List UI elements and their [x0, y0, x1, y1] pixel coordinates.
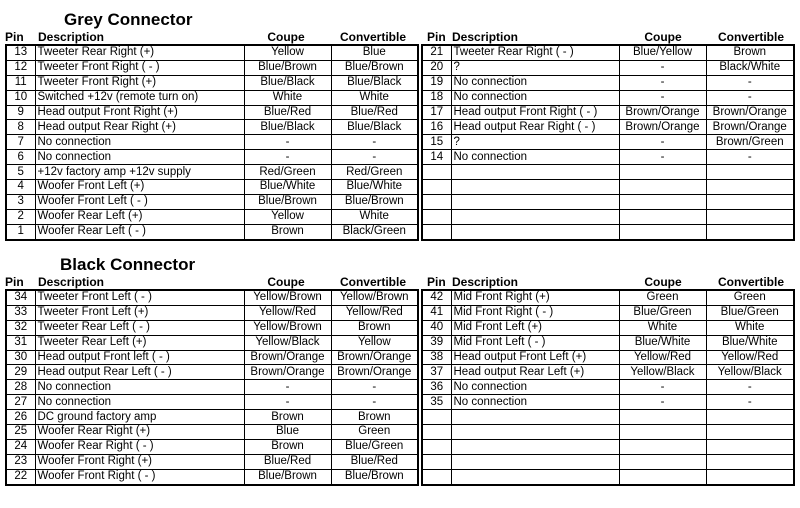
convertible-color-cell: Black/Green — [331, 224, 418, 239]
pin-cell: 19 — [422, 75, 451, 90]
black-connector-title: Black Connector — [60, 255, 196, 274]
header-pin: Pin — [427, 275, 446, 289]
pin-cell: 27 — [6, 395, 35, 410]
coupe-color-cell: Yellow — [244, 209, 331, 224]
coupe-color-cell: Brown — [244, 410, 331, 425]
table-row — [422, 439, 794, 454]
description-cell: No connection — [35, 395, 244, 410]
table-row — [422, 380, 794, 395]
header-pin: Pin — [5, 275, 24, 289]
convertible-color-cell: Yellow/Black — [706, 365, 794, 380]
coupe-color-cell — [619, 224, 706, 239]
convertible-color-cell: - — [331, 395, 418, 410]
convertible-color-cell: Blue/Brown — [331, 194, 418, 209]
description-cell: Head output Rear Left ( - ) — [35, 365, 244, 380]
pin-cell: 30 — [6, 350, 35, 365]
convertible-color-cell — [706, 425, 794, 440]
table-row — [6, 60, 418, 75]
table-row — [6, 410, 418, 425]
convertible-color-cell — [706, 439, 794, 454]
pin-cell: 28 — [6, 380, 35, 395]
pin-cell: 2 — [6, 209, 35, 224]
table-row — [422, 224, 794, 239]
coupe-color-cell: Yellow/Brown — [244, 290, 331, 305]
pin-cell: 36 — [422, 380, 451, 395]
coupe-color-cell: - — [619, 395, 706, 410]
convertible-color-cell: - — [331, 380, 418, 395]
table-row — [422, 469, 794, 484]
table-row — [422, 180, 794, 195]
coupe-color-cell: - — [619, 90, 706, 105]
convertible-color-cell — [706, 224, 794, 239]
description-cell: Mid Front Left (+) — [451, 320, 619, 335]
pin-cell: 18 — [422, 90, 451, 105]
pin-cell: 11 — [6, 75, 35, 90]
pin-cell: 26 — [6, 410, 35, 425]
table-row — [422, 194, 794, 209]
convertible-color-cell: Yellow/Brown — [331, 290, 418, 305]
description-cell: ? — [451, 135, 619, 150]
coupe-color-cell — [619, 180, 706, 195]
description-cell — [451, 410, 619, 425]
convertible-color-cell — [706, 454, 794, 469]
table-row — [422, 305, 794, 320]
description-cell: No connection — [451, 380, 619, 395]
table-row — [422, 454, 794, 469]
description-cell: ? — [451, 60, 619, 75]
pin-cell: 21 — [422, 45, 451, 60]
coupe-color-cell: Brown — [244, 224, 331, 239]
header-coupe: Coupe — [644, 275, 682, 289]
coupe-color-cell: Yellow/Red — [619, 350, 706, 365]
coupe-color-cell: Brown/Orange — [244, 350, 331, 365]
convertible-color-cell: Blue/Black — [331, 120, 418, 135]
description-cell: Switched +12v (remote turn on) — [35, 90, 244, 105]
table-row — [6, 135, 418, 150]
convertible-color-cell — [706, 165, 794, 180]
pin-cell — [422, 165, 451, 180]
convertible-color-cell: Blue/Brown — [331, 60, 418, 75]
table-row — [6, 365, 418, 380]
convertible-color-cell: Blue/White — [706, 335, 794, 350]
header-convertible: Convertible — [339, 30, 406, 44]
header-pin: Pin — [5, 30, 24, 44]
black-left-header — [5, 275, 417, 289]
pin-cell: 23 — [6, 454, 35, 469]
convertible-color-cell: Green — [331, 425, 418, 440]
convertible-color-cell: Brown — [706, 45, 794, 60]
table-row — [6, 469, 418, 484]
convertible-color-cell — [706, 209, 794, 224]
coupe-color-cell — [619, 194, 706, 209]
table-row — [422, 395, 794, 410]
convertible-color-cell: Blue/Green — [331, 439, 418, 454]
pin-cell — [422, 194, 451, 209]
description-cell: Tweeter Rear Right (+) — [35, 45, 244, 60]
description-cell: Tweeter Front Left (+) — [35, 305, 244, 320]
table-row — [6, 209, 418, 224]
table-row — [6, 120, 418, 135]
pin-cell — [422, 209, 451, 224]
convertible-color-cell: - — [331, 135, 418, 150]
pin-cell: 12 — [6, 60, 35, 75]
pin-cell: 5 — [6, 165, 35, 180]
pin-cell: 42 — [422, 290, 451, 305]
pin-cell — [422, 454, 451, 469]
coupe-color-cell: - — [619, 75, 706, 90]
pin-cell: 25 — [6, 425, 35, 440]
convertible-color-cell — [706, 194, 794, 209]
pin-cell: 29 — [6, 365, 35, 380]
coupe-color-cell: - — [619, 60, 706, 75]
description-cell: Tweeter Front Right (+) — [35, 75, 244, 90]
convertible-color-cell: Blue/Red — [331, 454, 418, 469]
description-cell: No connection — [451, 395, 619, 410]
table-row — [6, 290, 418, 305]
table-row — [422, 290, 794, 305]
pin-cell — [422, 469, 451, 484]
table-row — [6, 224, 418, 239]
description-cell: Head output Rear Left (+) — [451, 365, 619, 380]
pin-cell: 39 — [422, 335, 451, 350]
pin-cell — [422, 425, 451, 440]
header-convertible: Convertible — [717, 30, 784, 44]
table-row — [422, 320, 794, 335]
coupe-color-cell: - — [244, 395, 331, 410]
coupe-color-cell: - — [244, 380, 331, 395]
convertible-color-cell: Green — [706, 290, 794, 305]
description-cell: Woofer Front Right ( - ) — [35, 469, 244, 484]
description-cell: Tweeter Rear Left (+) — [35, 335, 244, 350]
pin-cell: 4 — [6, 180, 35, 195]
pin-cell: 22 — [6, 469, 35, 484]
coupe-color-cell — [619, 439, 706, 454]
description-cell — [451, 425, 619, 440]
convertible-color-cell: Brown/Orange — [706, 120, 794, 135]
table-row — [422, 365, 794, 380]
coupe-color-cell: - — [619, 150, 706, 165]
table-row — [422, 165, 794, 180]
table-row — [6, 45, 418, 60]
description-cell — [451, 180, 619, 195]
table-row — [422, 60, 794, 75]
pin-cell: 14 — [422, 150, 451, 165]
coupe-color-cell: Blue/White — [619, 335, 706, 350]
header-description: Description — [38, 30, 105, 44]
header-description: Description — [452, 30, 519, 44]
table-row — [6, 180, 418, 195]
pin-cell: 17 — [422, 105, 451, 120]
coupe-color-cell: Blue/Yellow — [619, 45, 706, 60]
pin-cell: 13 — [6, 45, 35, 60]
convertible-color-cell: White — [706, 320, 794, 335]
coupe-color-cell: Brown/Orange — [619, 105, 706, 120]
description-cell: Head output Rear Right (+) — [35, 120, 244, 135]
description-cell — [451, 209, 619, 224]
table-row — [6, 90, 418, 105]
coupe-color-cell: Blue/Green — [619, 305, 706, 320]
description-cell: Woofer Front Left ( - ) — [35, 194, 244, 209]
convertible-color-cell: Blue/White — [331, 180, 418, 195]
coupe-color-cell: White — [244, 90, 331, 105]
table-row — [6, 194, 418, 209]
coupe-color-cell: - — [244, 135, 331, 150]
coupe-color-cell — [619, 454, 706, 469]
pin-cell — [422, 224, 451, 239]
description-cell: Woofer Rear Right (+) — [35, 425, 244, 440]
coupe-color-cell: Blue/White — [244, 180, 331, 195]
table-row — [6, 335, 418, 350]
table-row — [6, 425, 418, 440]
coupe-color-cell: Brown/Orange — [619, 120, 706, 135]
convertible-color-cell: White — [331, 90, 418, 105]
black-right-table — [421, 289, 795, 486]
table-row — [422, 105, 794, 120]
description-cell: No connection — [451, 75, 619, 90]
header-coupe: Coupe — [644, 30, 682, 44]
pin-cell: 40 — [422, 320, 451, 335]
description-cell: Woofer Rear Left (+) — [35, 209, 244, 224]
pin-cell: 3 — [6, 194, 35, 209]
table-row — [6, 350, 418, 365]
description-cell: Head output Rear Right ( - ) — [451, 120, 619, 135]
description-cell: Tweeter Front Right ( - ) — [35, 60, 244, 75]
coupe-color-cell: Yellow/Black — [619, 365, 706, 380]
description-cell: Tweeter Rear Left ( - ) — [35, 320, 244, 335]
description-cell: No connection — [451, 90, 619, 105]
table-row — [422, 410, 794, 425]
coupe-color-cell — [619, 410, 706, 425]
header-description: Description — [452, 275, 519, 289]
convertible-color-cell: Brown/Orange — [706, 105, 794, 120]
coupe-color-cell: Yellow — [244, 45, 331, 60]
convertible-color-cell — [706, 180, 794, 195]
description-cell: Mid Front Right ( - ) — [451, 305, 619, 320]
pin-cell: 24 — [6, 439, 35, 454]
convertible-color-cell: - — [331, 150, 418, 165]
table-row — [422, 150, 794, 165]
convertible-color-cell: Yellow — [331, 335, 418, 350]
pin-cell: 8 — [6, 120, 35, 135]
coupe-color-cell: Brown/Orange — [244, 365, 331, 380]
description-cell: Woofer Front Left (+) — [35, 180, 244, 195]
convertible-color-cell: Red/Green — [331, 165, 418, 180]
description-cell: Head output Front Right ( - ) — [451, 105, 619, 120]
coupe-color-cell: Blue/Brown — [244, 194, 331, 209]
table-row — [6, 75, 418, 90]
description-cell: +12v factory amp +12v supply — [35, 165, 244, 180]
coupe-color-cell: - — [619, 380, 706, 395]
convertible-color-cell: - — [706, 380, 794, 395]
coupe-color-cell: Yellow/Brown — [244, 320, 331, 335]
table-row — [422, 120, 794, 135]
convertible-color-cell: - — [706, 75, 794, 90]
convertible-color-cell: White — [331, 209, 418, 224]
coupe-color-cell: Red/Green — [244, 165, 331, 180]
description-cell: Head output Front Left (+) — [451, 350, 619, 365]
coupe-color-cell: Blue/Black — [244, 75, 331, 90]
coupe-color-cell — [619, 425, 706, 440]
description-cell: Woofer Front Right (+) — [35, 454, 244, 469]
header-coupe: Coupe — [267, 30, 305, 44]
convertible-color-cell: Brown/Orange — [331, 350, 418, 365]
description-cell: Head output Front left ( - ) — [35, 350, 244, 365]
header-convertible: Convertible — [339, 275, 406, 289]
coupe-color-cell — [619, 469, 706, 484]
header-pin: Pin — [427, 30, 446, 44]
convertible-color-cell: Blue/Red — [331, 105, 418, 120]
pin-cell: 20 — [422, 60, 451, 75]
description-cell: Mid Front Left ( - ) — [451, 335, 619, 350]
grey-connector-title: Grey Connector — [64, 10, 193, 29]
convertible-color-cell: Yellow/Red — [706, 350, 794, 365]
grey-right-table — [421, 44, 795, 241]
convertible-color-cell: Brown/Green — [706, 135, 794, 150]
description-cell: DC ground factory amp — [35, 410, 244, 425]
description-cell — [451, 454, 619, 469]
pin-cell: 1 — [6, 224, 35, 239]
coupe-color-cell: Blue — [244, 425, 331, 440]
table-row — [6, 395, 418, 410]
table-row — [422, 335, 794, 350]
pin-cell: 35 — [422, 395, 451, 410]
description-cell: No connection — [35, 380, 244, 395]
description-cell: Tweeter Front Left ( - ) — [35, 290, 244, 305]
coupe-color-cell: Blue/Brown — [244, 60, 331, 75]
coupe-color-cell — [619, 209, 706, 224]
convertible-color-cell — [706, 469, 794, 484]
coupe-color-cell: Yellow/Black — [244, 335, 331, 350]
pin-cell: 37 — [422, 365, 451, 380]
coupe-color-cell: - — [244, 150, 331, 165]
convertible-color-cell: Blue/Brown — [331, 469, 418, 484]
description-cell: No connection — [451, 150, 619, 165]
convertible-color-cell: Brown/Orange — [331, 365, 418, 380]
table-row — [422, 75, 794, 90]
black-left-table — [5, 289, 419, 486]
description-cell — [451, 439, 619, 454]
convertible-color-cell: Blue/Green — [706, 305, 794, 320]
header-coupe: Coupe — [267, 275, 305, 289]
grey-right-header — [427, 30, 795, 44]
coupe-color-cell: Green — [619, 290, 706, 305]
table-row — [6, 320, 418, 335]
coupe-color-cell: Yellow/Red — [244, 305, 331, 320]
description-cell: Woofer Rear Left ( - ) — [35, 224, 244, 239]
pin-cell — [422, 180, 451, 195]
coupe-color-cell: Blue/Brown — [244, 469, 331, 484]
pin-cell: 32 — [6, 320, 35, 335]
description-cell: No connection — [35, 150, 244, 165]
table-row — [6, 150, 418, 165]
table-row — [6, 439, 418, 454]
pin-cell: 34 — [6, 290, 35, 305]
coupe-color-cell: Blue/Black — [244, 120, 331, 135]
convertible-color-cell: - — [706, 90, 794, 105]
description-cell: Woofer Rear Right ( - ) — [35, 439, 244, 454]
coupe-color-cell: Brown — [244, 439, 331, 454]
coupe-color-cell: - — [619, 135, 706, 150]
pin-cell: 10 — [6, 90, 35, 105]
pin-cell — [422, 410, 451, 425]
convertible-color-cell — [706, 410, 794, 425]
coupe-color-cell: White — [619, 320, 706, 335]
table-row — [6, 105, 418, 120]
description-cell: Mid Front Right (+) — [451, 290, 619, 305]
description-cell — [451, 469, 619, 484]
convertible-color-cell: - — [706, 395, 794, 410]
table-row — [422, 45, 794, 60]
description-cell: Tweeter Rear Right ( - ) — [451, 45, 619, 60]
pin-cell: 15 — [422, 135, 451, 150]
table-row — [6, 305, 418, 320]
convertible-color-cell: Brown — [331, 320, 418, 335]
table-row — [422, 135, 794, 150]
header-convertible: Convertible — [717, 275, 784, 289]
convertible-color-cell: Brown — [331, 410, 418, 425]
table-row — [422, 90, 794, 105]
pin-cell: 33 — [6, 305, 35, 320]
pin-cell: 41 — [422, 305, 451, 320]
convertible-color-cell: Blue — [331, 45, 418, 60]
pin-cell: 31 — [6, 335, 35, 350]
description-cell — [451, 224, 619, 239]
description-cell — [451, 194, 619, 209]
description-cell: No connection — [35, 135, 244, 150]
convertible-color-cell: Black/White — [706, 60, 794, 75]
pin-cell — [422, 439, 451, 454]
convertible-color-cell: - — [706, 150, 794, 165]
description-cell: Head output Front Right (+) — [35, 105, 244, 120]
grey-left-table — [5, 44, 419, 241]
convertible-color-cell: Yellow/Red — [331, 305, 418, 320]
pin-cell: 16 — [422, 120, 451, 135]
description-cell — [451, 165, 619, 180]
header-description: Description — [38, 275, 105, 289]
table-row — [422, 425, 794, 440]
pin-cell: 7 — [6, 135, 35, 150]
pin-cell: 9 — [6, 105, 35, 120]
convertible-color-cell: Blue/Black — [331, 75, 418, 90]
table-row — [6, 454, 418, 469]
table-row — [422, 350, 794, 365]
coupe-color-cell — [619, 165, 706, 180]
coupe-color-cell: Blue/Red — [244, 105, 331, 120]
table-row — [6, 165, 418, 180]
pin-cell: 38 — [422, 350, 451, 365]
table-row — [6, 380, 418, 395]
black-right-header — [427, 275, 795, 289]
pin-cell: 6 — [6, 150, 35, 165]
table-row — [422, 209, 794, 224]
grey-left-header — [5, 30, 417, 44]
coupe-color-cell: Blue/Red — [244, 454, 331, 469]
